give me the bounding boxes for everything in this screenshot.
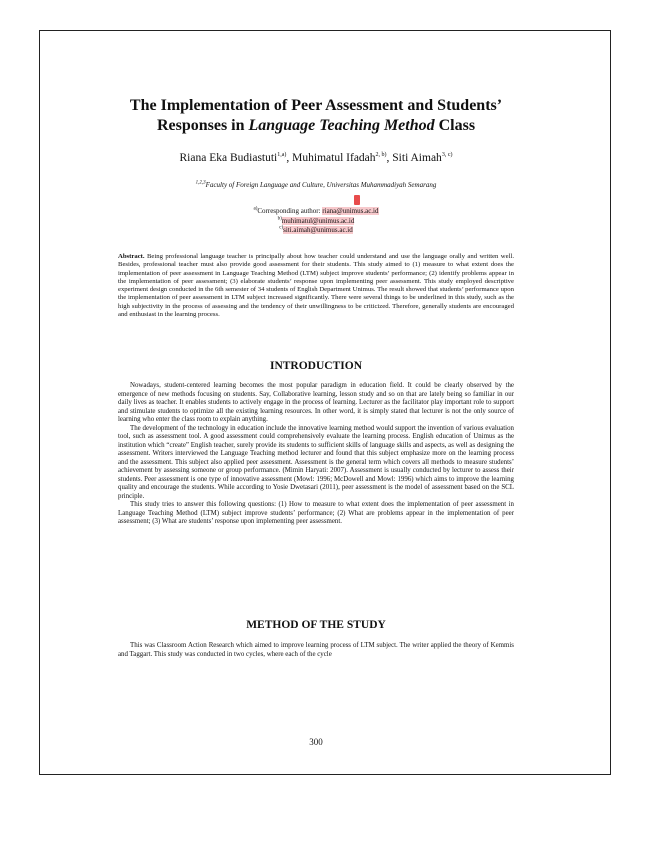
abstract-text: Being professional language teacher is principally about how teacher could understand and use the language orally and written well. Besides, professional teacher must also provide good assessment for their students. This study aimed to (1) measure to what extent does the implementation of peer assessment in Language Teaching Method (LTM) subject improve students’ performance; (2) identify problems appear in the implementation of peer assessment; (3) elaborate students’ response upon implementing peer assessment. This study employed descriptive experiment design conducted in the 6th semester of 34 students of English Department Unimus. The result showed that students’ performance upon the implementation of peer assessment in LTM subject increased significantly. There were several things to be underlined in this study, such as the high subjectivity in the process of assessing and the tendency of their unwillingness to be criticized. Therefore, generally students are encouraged and enthusiast in the learning process. — [118, 253, 514, 319]
paragraph: This study tries to answer this following questions: (1) How to measure to what extent does the implementation of peer assessment in Language Teaching Method (LTM) subject improve students’ performance; (2) What are problems appear in the implementation of peer assessment; (3) What are students’ response upon implementing peer assessment. — [118, 501, 514, 525]
email-link[interactable]: riana@unimus.ac.id — [322, 207, 379, 215]
author-list: Riana Eka Budiastuti$^{1,a)}$, Muhimatul Ifadah$^{2, b)}$, Siti Aimah$^{3, c)}$ — [179, 152, 453, 164]
abstract-label: Abstract. — [118, 253, 145, 260]
introduction-body — [118, 382, 514, 527]
author-superscript: 1,a) — [277, 152, 287, 159]
paper-title — [118, 96, 514, 136]
abstract — [118, 253, 514, 319]
email-superscript: a) — [253, 206, 258, 212]
email-line-1 — [118, 207, 514, 217]
email-link[interactable]: muhimatul@unimus.ac.id — [281, 216, 355, 225]
author-superscript: 3, c) — [441, 152, 453, 159]
document-page — [39, 30, 611, 775]
email-list — [118, 207, 514, 236]
email-link[interactable]: siti.aimah@unimus.ac.id — [283, 226, 353, 234]
author-name: Muhimatul Ifadah — [292, 152, 376, 164]
highlight-marker-icon[interactable] — [354, 195, 360, 205]
email-superscript: b) — [277, 216, 282, 222]
author-name: Siti Aimah — [392, 152, 442, 164]
paragraph: This was Classroom Action Research which aimed to improve learning process of LTM subject. The writer applied the theory of Kemmis and Taggart. This study was conducted in two cycles, where each of the cycle — [118, 642, 514, 658]
corresponding-author-label: Corresponding author: — [257, 207, 323, 215]
author-name: Riana Eka Budiastuti — [179, 152, 278, 164]
title-line-2-prefix: Responses in — [156, 117, 249, 134]
affiliation-text: Faculty of Foreign Language and Culture, Universitas Muhammadiyah Semarang — [205, 181, 437, 189]
method-body — [118, 642, 514, 659]
introduction-heading: INTRODUCTION — [269, 360, 362, 372]
paragraph: The development of the technology in education include the innovative learning method would support the invention of various evaluation tool, such as assessment tool. A good assessment could comprehensively evaluate the learning process. English education of Unimus as the institution which “create” English teacher, surely provide its students to sufficient skills of language skills and aspects, as well as designing the assessment. Writers interviewed the Language Teaching method lecturer and found that this subject emphasize more on the learning process and the assessment. This subject also applied peer assessment. Assessment is the general term which covers all methods to measure students’ achievement by assessing someone or group performance. (Mimin Haryati: 2007). Assessment is usually conducted by lecturer to assess their students. Peer assessment is one type of innovative assessment (Mowl: 1996; McDowell and Mowl: 1996) which aims to improve the learning quality and encourage the students. While according to Yosie Dwetasari (2011), peer assessment is the model of assessment based on the SCL principle. — [118, 424, 514, 500]
affiliation-superscript: 1,2,3 — [195, 180, 206, 186]
method-heading: METHOD OF THE STUDY — [246, 619, 386, 631]
title-line-1: The Implementation of Peer Assessment and Students’ — [129, 97, 503, 114]
author-superscript: 2, b) — [375, 152, 387, 159]
email-superscript: c) — [279, 225, 284, 231]
title-line-2-suffix: Class — [434, 117, 476, 134]
affiliation — [118, 181, 514, 190]
page-number: 300 — [309, 737, 323, 747]
email-line-2 — [118, 217, 514, 227]
paragraph: Nowadays, student-centered learning becomes the most popular paradigm in education field. It could be clearly observed by the emergence of new methods focusing on students. Say, Collaborative learning, lesson study and so on that are lately being so familiar in our daily lives as teacher. It enables students to actively engage in the process of learning. Lecturer as the facilitator play important role to support and stimulate students to optimize all the existing learning resources. In other word, it is simply stated that lecturer is not the only source of learning who enter the class room to explain anything. — [118, 382, 514, 423]
email-line-3 — [118, 226, 514, 236]
title-line-2-italic: Language Teaching Method — [248, 117, 435, 134]
